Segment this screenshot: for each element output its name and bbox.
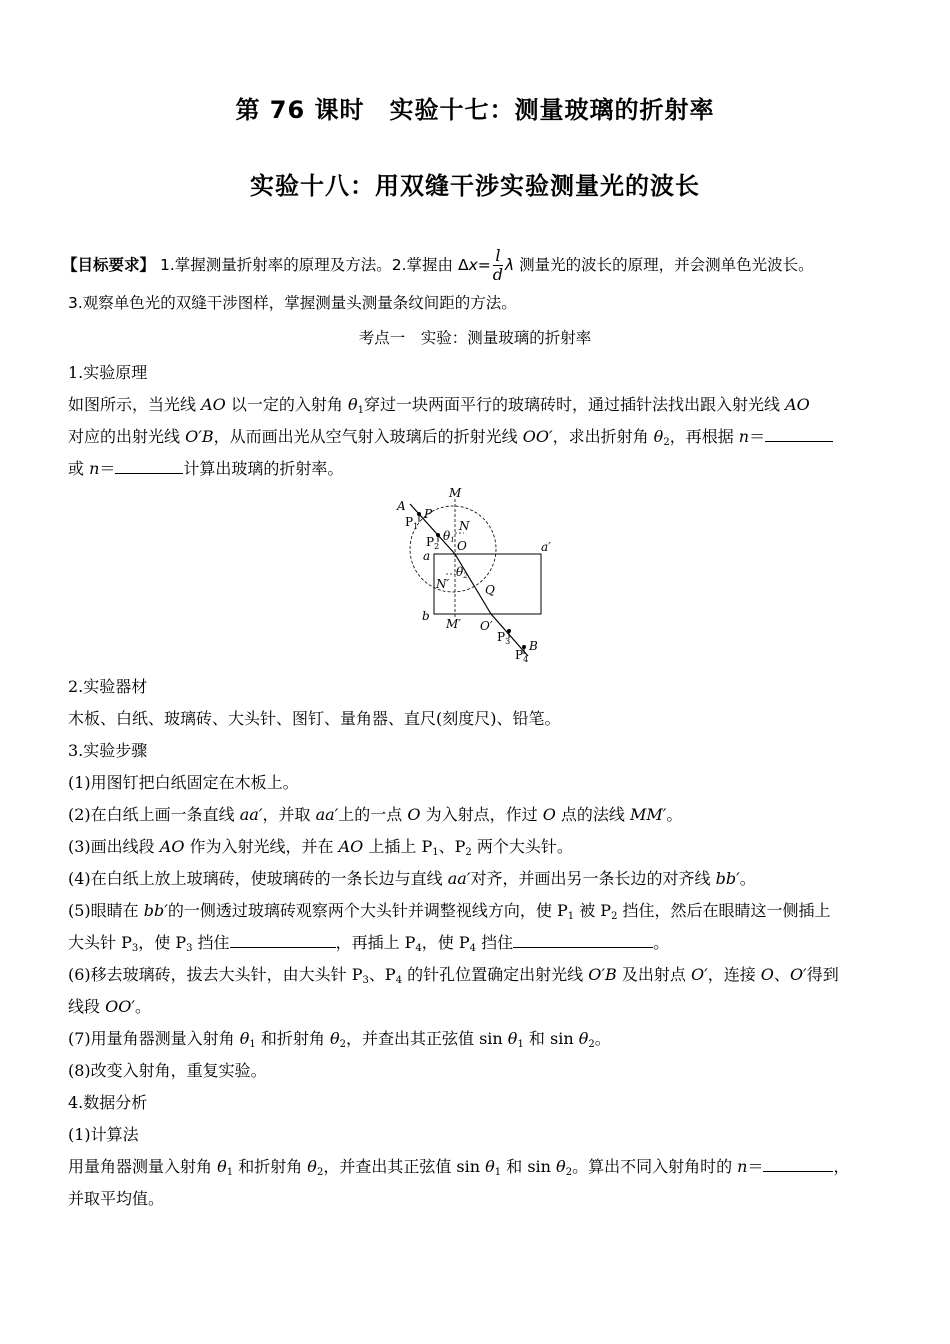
label-O: O xyxy=(457,539,467,553)
label-M: M xyxy=(449,486,462,500)
fraction-l-over-d: $\frac{l}{d}$ xyxy=(492,246,503,284)
label-P: P xyxy=(424,507,433,521)
principle-text-3: 或 n＝ 计算出玻璃的折射率。 xyxy=(68,459,344,478)
answer-blank[interactable] xyxy=(230,933,336,948)
principle-text-2: 对应的出射光线 O′B，从而画出光从空气射入玻璃后的折射光线 OO′，求出折射角 $\theta_2$，再根据 n＝ xyxy=(68,427,888,447)
label-N: N xyxy=(459,519,470,533)
refraction-diagram xyxy=(388,484,568,664)
analysis-heading: 4.数据分析 xyxy=(68,1093,148,1112)
page-title: 第 76 课时 实验十七：测量玻璃的折射率 xyxy=(235,96,715,124)
label-a: a xyxy=(423,549,431,563)
step-4: (4)在白纸上放上玻璃砖，使玻璃砖的一条长边与直线 aa′对齐，并画出另一条长边的对齐线 bb′。 xyxy=(68,869,756,888)
label-M-prime: M′ xyxy=(446,617,462,631)
objectives-tag: 【目标要求】 xyxy=(62,256,156,274)
answer-blank[interactable] xyxy=(763,1157,833,1172)
answer-blank[interactable] xyxy=(765,427,833,442)
label-Q: Q xyxy=(485,583,495,597)
step-5-line-2: 大头针 $P_3$，使 $P_3$ 挡住 ，再插上 $P_4$，使 $P_4$ 挡住 。 xyxy=(68,933,670,954)
principle-heading: 1.实验原理 xyxy=(68,363,148,382)
step-2: (2)在白纸上画一条直线 aa′，并取 aa′上的一点 O 为入射点，作过 O 点的法线 MM′。 xyxy=(68,805,683,824)
page-subtitle: 实验十八：用双缝干涉实验测量光的波长 xyxy=(250,172,700,200)
answer-blank[interactable] xyxy=(513,933,653,948)
equipment-text: 木板、白纸、玻璃砖、大头针、图钉、量角器、直尺(刻度尺)、铅笔。 xyxy=(68,709,561,728)
objectives-line-1: 【目标要求】 1.掌握测量折射率的原理及方法。2.掌握由 Δx= $\frac{l}{d}$ λ 测量光的波长的原理，并会测单色光波长。 xyxy=(62,246,814,284)
section-heading: 考点一 实验：测量玻璃的折射率 xyxy=(358,329,592,347)
objectives-line-2: 3.观察单色光的双缝干涉图样，掌握测量头测量条纹间距的方法。 xyxy=(68,294,517,312)
label-P2: $P_2$ xyxy=(426,535,440,551)
label-P1: $P_1$ xyxy=(405,515,419,531)
analysis-subheading: (1)计算法 xyxy=(68,1125,139,1144)
analysis-text-1: 用量角器测量入射角 $\theta_1$ 和折射角 $\theta_2$，并查出其正弦值 $\sin \theta_1$ 和 $\sin \theta_2$。算出不同入射角时的 n＝ ， xyxy=(68,1157,850,1178)
label-b: b xyxy=(422,609,430,623)
step-7: (7)用量角器测量入射角 $\theta_1$ 和折射角 $\theta_2$，并查出其正弦值 $\sin \theta_1$ 和 $\sin \theta_2$。 xyxy=(68,1029,611,1050)
label-O-prime: O′ xyxy=(480,619,493,633)
step-8: (8)改变入射角，重复实验。 xyxy=(68,1061,267,1080)
step-3: (3)画出线段 AO 作为入射光线，并在 AO 上插上 $P_1$、$P_2$ 两个大头针。 xyxy=(68,837,573,858)
label-theta1: θ1 xyxy=(443,529,455,544)
label-B: B xyxy=(529,639,538,653)
step-5-line-1: (5)眼睛在 bb′的一侧透过玻璃砖观察两个大头针并调整视线方向，使 $P_1$ 被 $P_2$ 挡住，然后在眼睛这一侧插上 xyxy=(68,901,831,922)
principle-text-1: 如图所示，当光线 AO 以一定的入射角 $\theta_1$穿过一块两面平行的玻璃砖时，通过插针法找出跟入射光线 AO xyxy=(68,395,810,416)
label-N-prime: N′ xyxy=(436,577,450,591)
label-P4: $P_4$ xyxy=(515,648,529,664)
step-6-line-2: 线段 OO′。 xyxy=(68,997,151,1016)
analysis-text-2: 并取平均值。 xyxy=(68,1189,165,1208)
label-theta2: θ2 xyxy=(456,565,468,580)
steps-heading: 3.实验步骤 xyxy=(68,741,148,760)
step-6-line-1: (6)移去玻璃砖，拔去大头针，由大头针 $P_3$、$P_4$ 的针孔位置确定出射光线 O′B 及出射点 O′，连接 O、O′得到 xyxy=(68,965,839,986)
label-a-prime: a′ xyxy=(541,540,551,554)
step-1: (1)用图钉把白纸固定在木板上。 xyxy=(68,773,299,792)
answer-blank[interactable] xyxy=(115,459,183,474)
label-A: A xyxy=(397,499,406,513)
equipment-heading: 2.实验器材 xyxy=(68,677,148,696)
label-P3: $P_3$ xyxy=(497,630,511,646)
